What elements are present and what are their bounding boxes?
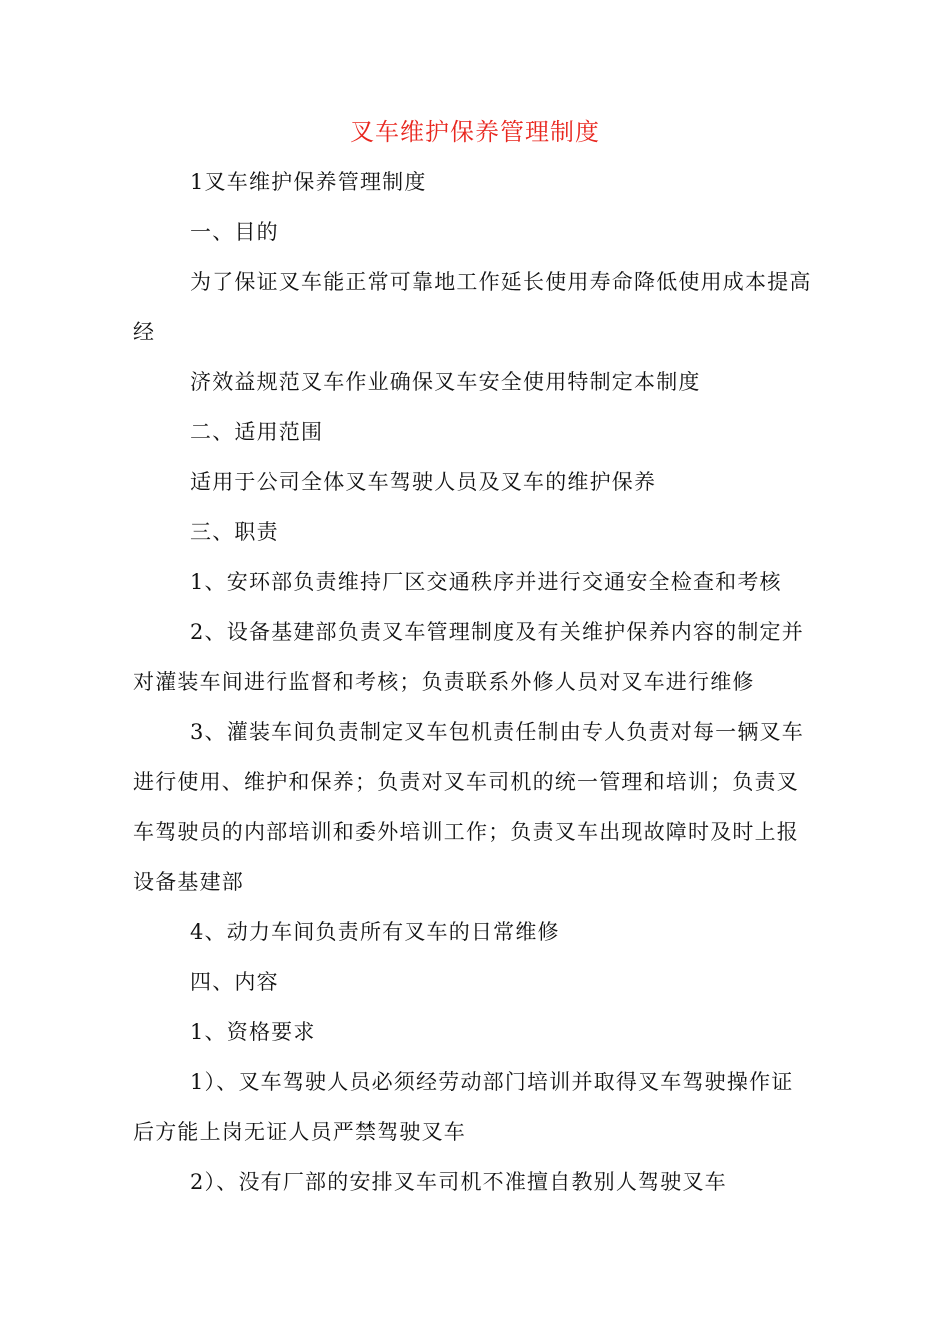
paragraph-line: 为了保证叉车能正常可靠地工作延长使用寿命降低使用成本提高 — [190, 270, 812, 294]
paragraph-line: 1、安环部负责维持厂区交通秩序并进行交通安全检查和考核 — [190, 570, 782, 594]
document-body — [133, 157, 833, 1207]
paragraph-line: 1叉车维护保养管理制度 — [190, 170, 427, 194]
paragraph-line: 对灌装车间进行监督和考核；负责联系外修人员对叉车进行维修 — [133, 670, 755, 694]
paragraph-line: 二、适用范围 — [190, 420, 324, 444]
paragraph-line: 3、灌装车间负责制定叉车包机责任制由专人负责对每一辆叉车 — [190, 720, 804, 744]
paragraph-line: 适用于公司全体叉车驾驶人员及叉车的维护保养 — [190, 470, 657, 494]
paragraph-line: 一、目的 — [190, 220, 279, 244]
document-title: 叉车维护保养管理制度 — [350, 118, 600, 146]
paragraph-line: 车驾驶员的内部培训和委外培训工作；负责叉车出现故障时及时上报 — [133, 820, 799, 844]
paragraph-line: 2、设备基建部负责叉车管理制度及有关维护保养内容的制定并 — [190, 620, 804, 644]
paragraph-line: 济效益规范叉车作业确保叉车安全使用特制定本制度 — [190, 370, 701, 394]
paragraph-line: 进行使用、维护和保养；负责对叉车司机的统一管理和培训；负责叉 — [133, 770, 799, 794]
paragraph-line: 四、内容 — [190, 970, 279, 994]
paragraph-line: 1）、叉车驾驶人员必须经劳动部门培训并取得叉车驾驶操作证 — [190, 1070, 794, 1094]
paragraph-line: 2）、没有厂部的安排叉车司机不准擅自教别人驾驶叉车 — [190, 1170, 727, 1194]
paragraph-line: 经 — [133, 320, 156, 344]
paragraph-line: 后方能上岗无证人员严禁驾驶叉车 — [133, 1120, 466, 1144]
paragraph-line: 设备基建部 — [133, 870, 244, 894]
paragraph-line: 三、职责 — [190, 520, 279, 544]
paragraph-line: 1、资格要求 — [190, 1020, 316, 1044]
paragraph-line: 4、动力车间负责所有叉车的日常维修 — [190, 920, 560, 944]
